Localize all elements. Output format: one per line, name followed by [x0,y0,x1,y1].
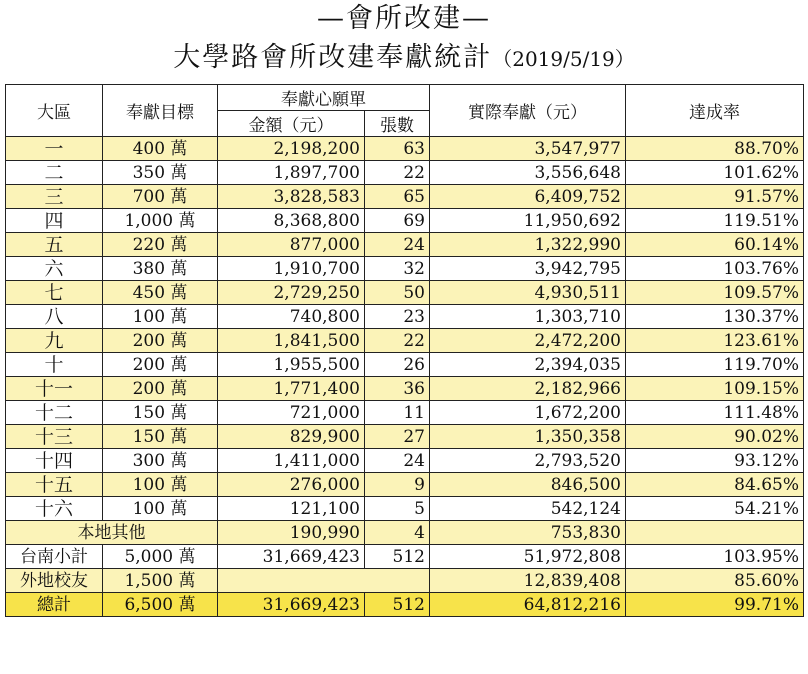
cell-region: 十一 [6,377,103,401]
cell-amount: 31,669,423 [218,593,365,617]
cell-count: 65 [365,185,430,209]
cell-rate: 99.71% [626,593,804,617]
cell-target: 6,500 萬 [103,593,218,617]
cell-label: 外地校友 [6,569,103,593]
table-row [6,185,804,209]
cell-actual: 51,972,808 [430,545,626,569]
cell-amount: 1,897,700 [218,161,365,185]
cell-count: 4 [365,521,430,545]
cell-amount: 1,411,000 [218,449,365,473]
cell-amount: 1,955,500 [218,353,365,377]
cell-count: 24 [365,449,430,473]
cell-actual: 4,930,511 [430,281,626,305]
table-row [6,161,804,185]
cell-region: 十四 [6,449,103,473]
cell-amount: 1,910,700 [218,257,365,281]
cell-count: 69 [365,209,430,233]
table-row [6,449,804,473]
cell-target: 380 萬 [103,257,218,281]
cell-count: 5 [365,497,430,521]
cell-amount: 877,000 [218,233,365,257]
cell-target: 1,500 萬 [103,569,218,593]
cell-rate: 60.14% [626,233,804,257]
cell-amount: 1,771,400 [218,377,365,401]
table-row [6,473,804,497]
cell-amount: 2,198,200 [218,137,365,161]
cell-label: 總計 [6,593,103,617]
cell-target: 100 萬 [103,305,218,329]
cell-count: 512 [365,593,430,617]
cell-region: 九 [6,329,103,353]
cell-count: 22 [365,329,430,353]
cell-actual: 6,409,752 [430,185,626,209]
cell-actual: 2,472,200 [430,329,626,353]
cell-amount: 721,000 [218,401,365,425]
cell-target: 150 萬 [103,401,218,425]
cell-count: 26 [365,353,430,377]
cell-rate: 90.02% [626,425,804,449]
cell-count: 11 [365,401,430,425]
page-title [0,38,808,79]
cell-region: 十三 [6,425,103,449]
cell-rate: 91.57% [626,185,804,209]
cell-target: 100 萬 [103,497,218,521]
table-row [6,233,804,257]
tainan-subtotal-row [6,545,804,569]
cell-target: 400 萬 [103,137,218,161]
cell-amount: 740,800 [218,305,365,329]
cell-region: 十五 [6,473,103,497]
table-row [6,425,804,449]
table-row [6,305,804,329]
table-row [6,401,804,425]
cell-amount: 31,669,423 [218,545,365,569]
cell-amount: 276,000 [218,473,365,497]
cell-rate: 85.60% [626,569,804,593]
table-row [6,209,804,233]
cell-rate: 103.95% [626,545,804,569]
table-row [6,281,804,305]
cell-count: 24 [365,233,430,257]
cell-region: 六 [6,257,103,281]
cell-count: 22 [365,161,430,185]
header-target: 奉獻目標 [103,85,218,137]
cell-actual: 2,394,035 [430,353,626,377]
page-heading: —會所改建— [317,3,491,34]
title-text: 大學路會所改建奉獻統計 [173,42,493,73]
cell-count: 32 [365,257,430,281]
cell-region: 三 [6,185,103,209]
cell-target: 5,000 萬 [103,545,218,569]
table-row [6,257,804,281]
cell-target: 700 萬 [103,185,218,209]
cell-rate: 111.48% [626,401,804,425]
cell-rate: 88.70% [626,137,804,161]
cell-target: 150 萬 [103,425,218,449]
cell-target: 200 萬 [103,329,218,353]
header-amount: 金額（元） [218,111,365,137]
cell-region: 十二 [6,401,103,425]
cell-rate: 93.12% [626,449,804,473]
cell-actual: 2,182,966 [430,377,626,401]
cell-actual: 3,942,795 [430,257,626,281]
cell-actual: 3,556,648 [430,161,626,185]
cell-count: 27 [365,425,430,449]
cell-amount: 829,900 [218,425,365,449]
cell-target: 1,000 萬 [103,209,218,233]
cell-region: 四 [6,209,103,233]
cell-count: 63 [365,137,430,161]
table-row [6,377,804,401]
local-other-row [6,521,804,545]
cell-actual: 1,322,990 [430,233,626,257]
cell-rate: 119.70% [626,353,804,377]
cell-actual: 1,350,358 [430,425,626,449]
cell-actual: 542,124 [430,497,626,521]
cell-amount: 3,828,583 [218,185,365,209]
cell-actual: 11,950,692 [430,209,626,233]
header-pledge-group: 奉獻心願單 [218,85,430,111]
cell-count: 512 [365,545,430,569]
cell-rate: 109.15% [626,377,804,401]
table-row [6,329,804,353]
cell-actual: 1,672,200 [430,401,626,425]
cell-target: 450 萬 [103,281,218,305]
cell-region: 一 [6,137,103,161]
cell-region: 十六 [6,497,103,521]
cell-target: 220 萬 [103,233,218,257]
cell-count: 9 [365,473,430,497]
cell-region: 十 [6,353,103,377]
cell-actual: 3,547,977 [430,137,626,161]
cell-rate: 101.62% [626,161,804,185]
cell-rate: 84.65% [626,473,804,497]
cell-amount: 190,990 [218,521,365,545]
cell-amount: 1,841,500 [218,329,365,353]
cell-label: 台南小計 [6,545,103,569]
cell-rate: 54.21% [626,497,804,521]
cell-rate: 103.76% [626,257,804,281]
header-region: 大區 [6,85,103,137]
cell-amount: 2,729,250 [218,281,365,305]
cell-actual: 846,500 [430,473,626,497]
cell-actual: 2,793,520 [430,449,626,473]
cell-region: 五 [6,233,103,257]
cell-actual: 753,830 [430,521,626,545]
cell-rate: 109.57% [626,281,804,305]
header-actual: 實際奉獻（元） [430,85,626,137]
cell-target: 300 萬 [103,449,218,473]
title-date: （2019/5/19） [492,47,635,71]
cell-label: 本地其他 [6,521,218,545]
cell-region: 七 [6,281,103,305]
cell-count: 36 [365,377,430,401]
cell-rate: 119.51% [626,209,804,233]
cell-region: 八 [6,305,103,329]
cell-count: 23 [365,305,430,329]
cell-count: 50 [365,281,430,305]
cell-amount: 121,100 [218,497,365,521]
cell-actual: 64,812,216 [430,593,626,617]
cell-amount: 8,368,800 [218,209,365,233]
header-count: 張數 [365,111,430,137]
donation-stats-table [5,84,804,617]
cell-target: 200 萬 [103,353,218,377]
cell-actual: 1,303,710 [430,305,626,329]
table-row [6,497,804,521]
cell-empty [218,569,430,593]
table-row [6,353,804,377]
cell-rate [626,521,804,545]
cell-target: 350 萬 [103,161,218,185]
cell-target: 100 萬 [103,473,218,497]
table-row [6,137,804,161]
total-row [6,593,804,617]
alumni-row [6,569,804,593]
header-rate: 達成率 [626,85,804,137]
cell-rate: 123.61% [626,329,804,353]
cell-target: 200 萬 [103,377,218,401]
cell-actual: 12,839,408 [430,569,626,593]
cell-rate: 130.37% [626,305,804,329]
cell-region: 二 [6,161,103,185]
